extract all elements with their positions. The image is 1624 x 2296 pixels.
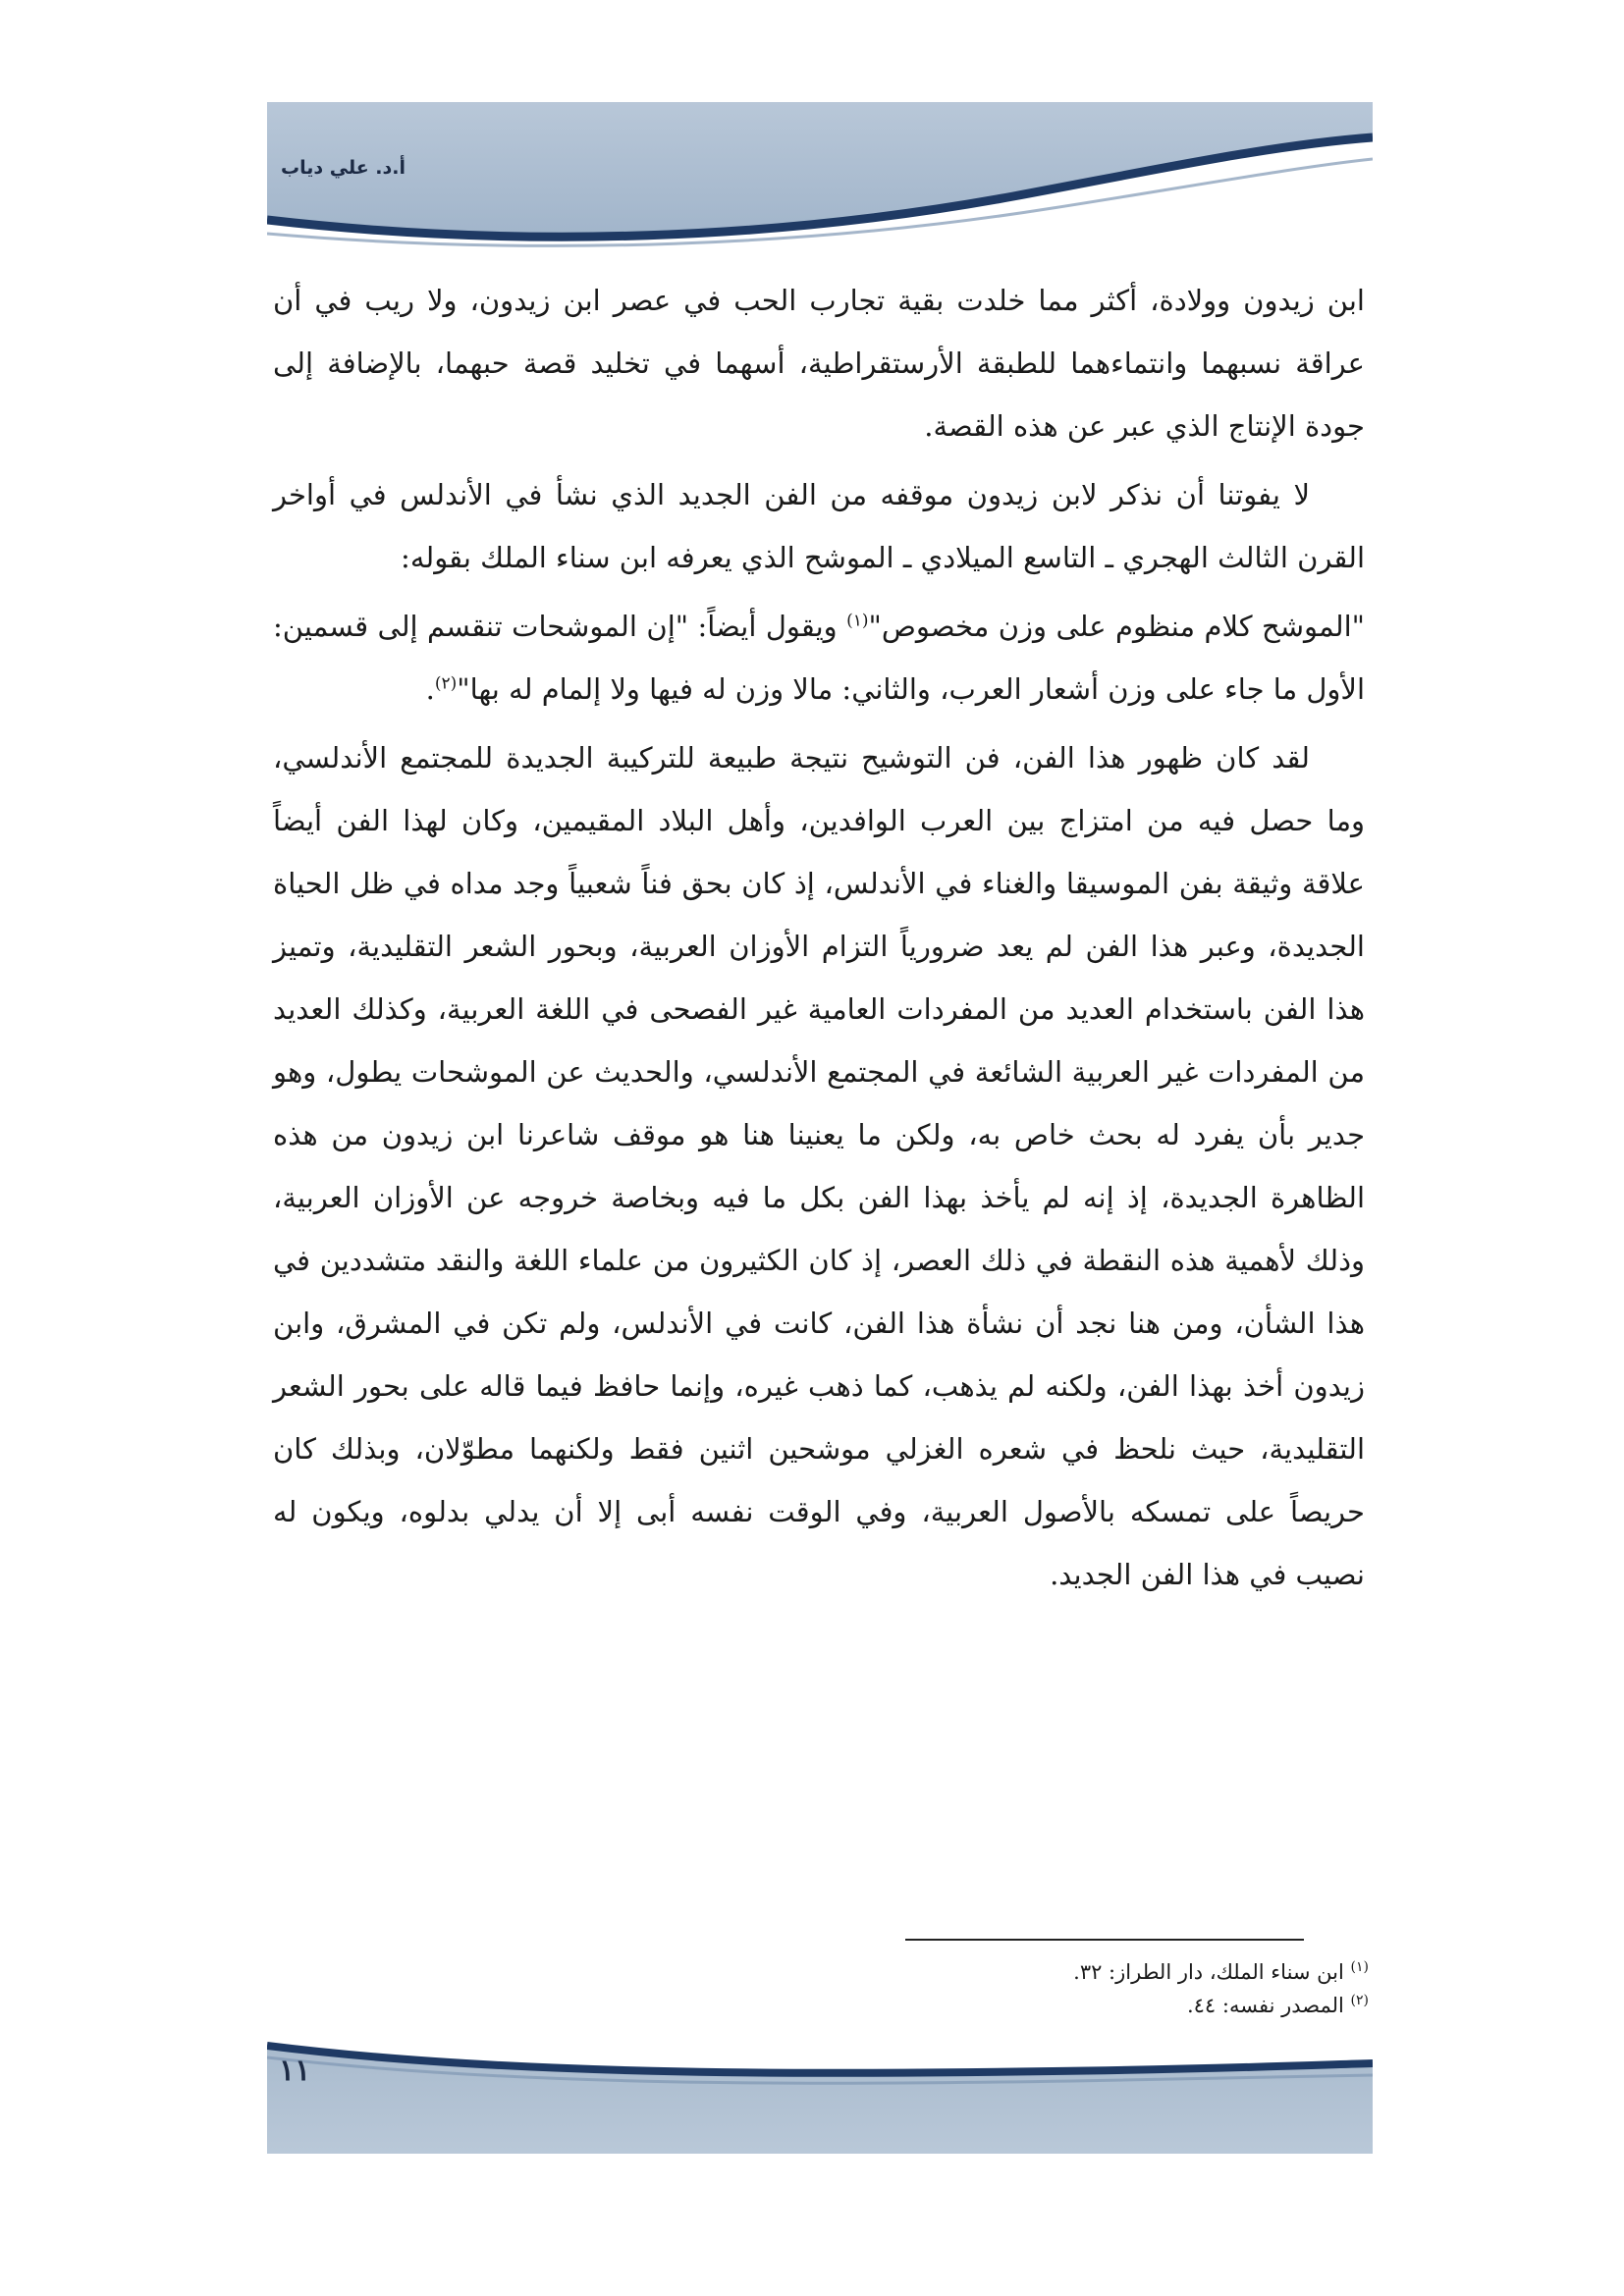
footnote-2	[687, 1989, 1369, 2022]
header-wave-graphic	[267, 102, 1373, 251]
quotation-paragraph	[273, 595, 1365, 721]
paragraph-1: ابن زيدون وولادة، أكثر مما خلدت بقية تجارب الحب في عصر ابن زيدون، ولا ريب في أن عراقة نسبهما وانتماءهما للطبقة الأرستقراطية، أسهما في تخليد قصة حبهما، بالإضافة إلى جودة الإنتاج الذي عبر عن هذه القصة.	[273, 284, 1365, 443]
paragraph-2: لا يفوتنا أن نذكر لابن زيدون موقفه من الفن الجديد الذي نشأ في الأندلس في أواخر القرن الثالث الهجري ـ التاسع الميلادي ـ الموشح الذي يعرفه ابن سناء الملك بقوله:	[273, 478, 1365, 574]
paragraph-3: لقد كان ظهور هذا الفن، فن التوشيح نتيجة طبيعة للتركيبة الجديدة للمجتمع الأندلسي، وما حصل فيه من امتزاج بين العرب الوافدين، وأهل البلاد المقيمين، وكان لهذا الفن أيضاً علاقة وثيقة بفن الموسيقا والغناء في الأندلس، إذ كان بحق فناً شعبياً وجد مداه في ظل الحياة الجديدة، وعبر هذا الفن لم يعد ضرورياً التزام الأوزان العربية، وبحور الشعر التقليدية، وتميز هذا الفن باستخدام العديد من المفردات العامية غير الفصحى في اللغة العربية، وكذلك العديد من المفردات غير العربية الشائعة في المجتمع الأندلسي، والحديث عن الموشحات يطول، وهو جدير بأن يفرد له بحث خاص به، ولكن ما يعنينا هنا هو موقف شاعرنا ابن زيدون من هذه الظاهرة الجديدة، إذ إنه لم يأخذ بهذا الفن بكل ما فيه وبخاصة خروجه عن الأوزان العربية، وذلك لأهمية هذه النقطة في ذلك العصر، إذ كان الكثيرون من علماء اللغة والنقد متشددين في هذا الشأن، ومن هنا نجد أن نشأة هذا الفن، كانت في الأندلس، ولم تكن في المشرق، وابن زيدون أخذ بهذا الفن، ولكنه لم يذهب، كما ذهب غيره، وإنما حافظ فيما قاله على بحور الشعر التقليدية، حيث نلحظ في شعره الغزلي موشحين اثنين فقط ولكنهما مطوّلان، وبذلك كان حريصاً على تمسكه بالأصول العربية، وفي الوقت نفسه أبى إلا أن يدلي بدلوه، ويكون له نصيب في هذا الفن الجديد.	[273, 741, 1365, 1591]
page-number: ١١	[279, 2054, 311, 2088]
author-name: أ.د. علي دياب	[281, 157, 406, 179]
footnote-2-marker: (٢)	[1350, 1993, 1369, 2008]
footnote-1	[687, 1955, 1369, 1989]
header-band	[267, 102, 1373, 251]
footnote-1-text: ابن سناء الملك، دار الطراز: ٣٢.	[1073, 1960, 1351, 1984]
footnotes	[687, 1955, 1369, 2022]
footnote-1-marker: (١)	[1350, 1959, 1369, 1975]
footer-wave-graphic	[267, 2036, 1373, 2154]
footer-band	[267, 2036, 1373, 2154]
quote-part-2: ويقول أيضاً: "إن الموشحات تنقسم إلى قسمين: الأول ما جاء على وزن أشعار العرب، والثاني: مالا وزن له فيها ولا إلمام له بها"	[273, 610, 1365, 706]
footnote-ref-1[interactable]: (١)	[846, 611, 869, 631]
footnote-ref-2[interactable]: (٢)	[434, 673, 458, 694]
footnote-separator	[905, 1939, 1304, 1941]
quote-end: .	[425, 672, 435, 706]
quote-part-1: "الموشح كلام منظوم على وزن مخصوص"	[868, 610, 1365, 643]
article-body	[273, 269, 1365, 1612]
footnote-2-text: المصدر نفسه: ٤٤.	[1186, 1994, 1351, 2017]
